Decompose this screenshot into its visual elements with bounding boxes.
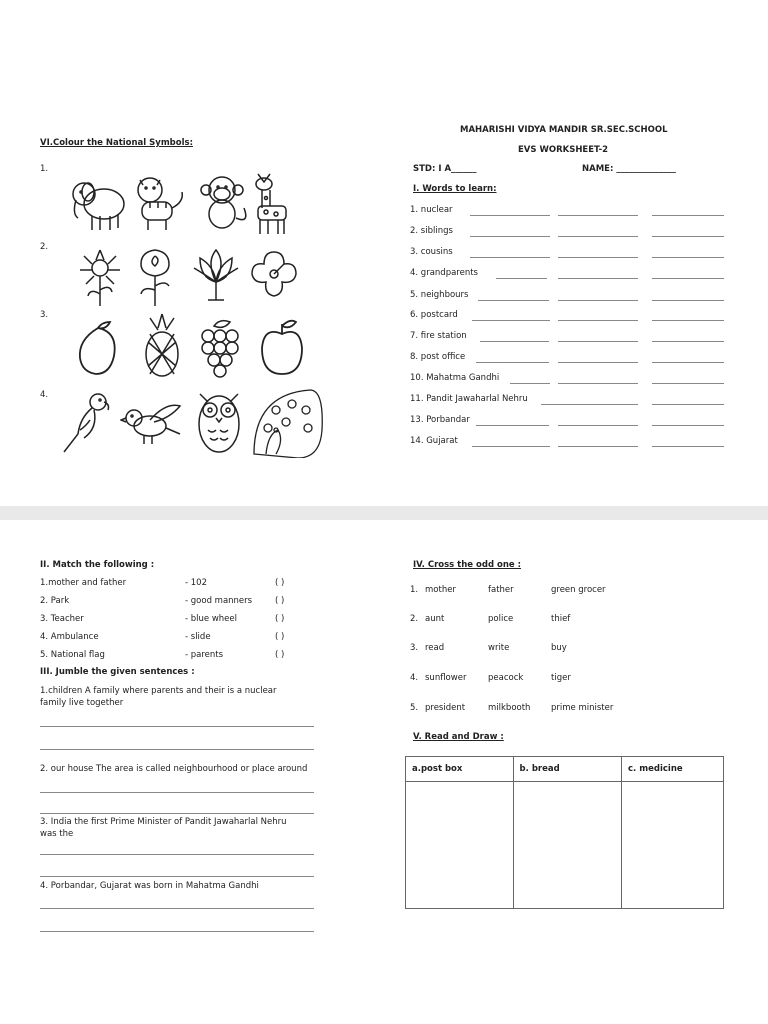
answer-line[interactable]	[40, 792, 314, 793]
jumble-item-3-line1: 3. India the first Prime Minister of Pandit Jawaharlal Nehru	[40, 817, 287, 827]
draw-box-bread[interactable]	[513, 782, 621, 909]
match-right-item: - good manners	[185, 596, 253, 606]
odd-one-option[interactable]: buy	[551, 643, 567, 653]
answer-line[interactable]	[40, 813, 314, 814]
match-left-item: 5. National flag	[40, 650, 105, 660]
odd-one-option[interactable]: president	[425, 703, 466, 713]
jumble-item-4: 4. Porbandar, Gujarat was born in Mahatma Gandhi	[40, 881, 259, 891]
tiger-icon	[128, 172, 190, 234]
answer-line[interactable]	[652, 215, 724, 216]
row-number: 3.	[40, 310, 49, 320]
draw-box-post-box[interactable]	[406, 782, 514, 909]
grapes-icon	[194, 318, 246, 378]
answer-line[interactable]	[40, 854, 314, 855]
answer-line[interactable]	[558, 320, 638, 321]
match-right-item: - slide	[185, 632, 211, 642]
answer-line[interactable]	[558, 425, 638, 426]
odd-one-option[interactable]: police	[488, 614, 514, 624]
answer-line[interactable]	[652, 341, 724, 342]
answer-line[interactable]	[652, 236, 724, 237]
odd-one-option[interactable]: write	[488, 643, 510, 653]
read-draw-table	[405, 756, 724, 909]
words-section-title: I. Words to learn:	[413, 184, 497, 194]
answer-line[interactable]	[558, 257, 638, 258]
apple-icon	[258, 318, 306, 376]
odd-one-section-title: IV. Cross the odd one :	[413, 560, 522, 570]
odd-one-option[interactable]: milkbooth	[488, 703, 531, 713]
answer-line[interactable]	[472, 446, 550, 447]
odd-one-option[interactable]: thief	[551, 614, 571, 624]
word-item: 7. fire station	[410, 331, 467, 341]
sparrow-icon	[120, 400, 182, 450]
odd-one-option[interactable]: read	[425, 643, 445, 653]
match-left-item: 2. Park	[40, 596, 70, 606]
answer-line[interactable]	[558, 236, 638, 237]
answer-line[interactable]	[558, 300, 638, 301]
answer-line[interactable]	[40, 931, 314, 932]
odd-one-number: 2.	[410, 614, 419, 624]
odd-one-option[interactable]: sunflower	[425, 673, 467, 683]
peacock-icon	[246, 384, 324, 458]
name-field: NAME: ______________	[582, 164, 676, 174]
jumble-item-3-line2: was the	[40, 829, 74, 839]
odd-one-option[interactable]: green grocer	[551, 585, 606, 595]
draw-column-header: b. bread	[513, 757, 621, 782]
word-item: 6. postcard	[410, 310, 458, 320]
answer-line[interactable]	[558, 404, 638, 405]
odd-one-option[interactable]: aunt	[425, 614, 445, 624]
answer-line[interactable]	[40, 749, 314, 750]
match-answer-bracket[interactable]: ( )	[275, 596, 285, 606]
colour-section-title: VI.Colour the National Symbols:	[40, 138, 193, 148]
read-draw-section-title: V. Read and Draw :	[413, 732, 504, 742]
answer-line[interactable]	[652, 362, 724, 363]
jumble-section-title: III. Jumble the given sentences :	[40, 667, 195, 677]
answer-line[interactable]	[652, 278, 724, 279]
odd-one-option[interactable]: mother	[425, 585, 456, 595]
draw-box-medicine[interactable]	[622, 782, 724, 909]
pineapple-icon	[140, 312, 184, 380]
answer-line[interactable]	[652, 404, 724, 405]
hibiscus-icon	[248, 246, 300, 304]
answer-line[interactable]	[558, 341, 638, 342]
word-item: 3. cousins	[410, 247, 453, 257]
word-item: 14. Gujarat	[410, 436, 458, 446]
answer-line[interactable]	[496, 278, 547, 279]
word-item: 10. Mahatma Gandhi	[410, 373, 500, 383]
page-separator	[0, 506, 768, 520]
answer-line[interactable]	[40, 876, 314, 877]
match-answer-bracket[interactable]: ( )	[275, 614, 285, 624]
answer-line[interactable]	[478, 300, 549, 301]
odd-one-option[interactable]: peacock	[488, 673, 524, 683]
answer-line[interactable]	[652, 300, 724, 301]
answer-line[interactable]	[476, 425, 549, 426]
match-left-item: 4. Ambulance	[40, 632, 99, 642]
word-item: 13. Porbandar	[410, 415, 470, 425]
answer-line[interactable]	[558, 362, 638, 363]
jumble-item-1-line2: family live together	[40, 698, 124, 708]
answer-line[interactable]	[470, 215, 550, 216]
answer-line[interactable]	[652, 320, 724, 321]
word-item: 5. neighbours	[410, 290, 469, 300]
word-item: 8. post office	[410, 352, 466, 362]
worksheet-title: EVS WORKSHEET-2	[518, 145, 609, 155]
word-item: 4. grandparents	[410, 268, 478, 278]
sunflower-icon	[74, 246, 126, 308]
word-item: 1. nuclear	[410, 205, 453, 215]
odd-one-number: 1.	[410, 585, 419, 595]
match-answer-bracket[interactable]: ( )	[275, 632, 285, 642]
row-number: 4.	[40, 390, 49, 400]
answer-line[interactable]	[558, 383, 638, 384]
lotus-icon	[190, 246, 242, 304]
row-number: 1.	[40, 164, 49, 174]
row-number: 2.	[40, 242, 49, 252]
odd-one-number: 4.	[410, 673, 419, 683]
jumble-item-2: 2. our house The area is called neighbourhood or place around	[40, 764, 308, 774]
answer-line[interactable]	[652, 446, 724, 447]
answer-line[interactable]	[652, 257, 724, 258]
answer-line[interactable]	[470, 236, 550, 237]
word-item: 2. siblings	[410, 226, 453, 236]
answer-line[interactable]	[470, 257, 550, 258]
draw-column-header: a.post box	[406, 757, 514, 782]
odd-one-number: 5.	[410, 703, 419, 713]
answer-line[interactable]	[558, 278, 638, 279]
match-right-item: - 102	[185, 578, 207, 588]
elephant-icon	[68, 172, 130, 234]
match-right-item: - blue wheel	[185, 614, 238, 624]
match-answer-bracket[interactable]: ( )	[275, 578, 285, 588]
rose-icon	[134, 246, 176, 308]
school-name: MAHARISHI VIDYA MANDIR SR.SEC.SCHOOL	[460, 125, 668, 135]
mango-icon	[74, 320, 122, 376]
jumble-item-1-line1: 1.children A family where parents and their is a nuclear	[40, 686, 277, 696]
odd-one-number: 3.	[410, 643, 419, 653]
giraffe-icon	[244, 170, 296, 236]
answer-line[interactable]	[480, 341, 549, 342]
match-section-title	[40, 560, 154, 570]
match-right-item: - parents	[185, 650, 224, 660]
answer-line[interactable]	[476, 362, 549, 363]
match-left-item: 3. Teacher	[40, 614, 84, 624]
match-left-item: 1.mother and father	[40, 578, 127, 588]
match-title-text: II. Match the following :	[40, 560, 155, 570]
odd-one-option[interactable]: tiger	[551, 673, 571, 683]
answer-line[interactable]	[472, 320, 550, 321]
std-field: STD: I A______	[413, 164, 477, 174]
answer-line[interactable]	[652, 383, 724, 384]
answer-line[interactable]	[652, 425, 724, 426]
answer-line[interactable]	[40, 908, 314, 909]
word-item: 11. Pandit Jawaharlal Nehru	[410, 394, 528, 404]
answer-line[interactable]	[558, 215, 638, 216]
owl-icon	[192, 388, 246, 456]
match-answer-bracket[interactable]: ( )	[275, 650, 285, 660]
parrot-icon	[60, 390, 114, 454]
odd-one-option[interactable]: prime minister	[551, 703, 614, 713]
odd-one-option[interactable]: father	[488, 585, 514, 595]
answer-line[interactable]	[558, 446, 638, 447]
answer-line[interactable]	[510, 383, 550, 384]
draw-column-header: c. medicine	[622, 757, 724, 782]
answer-line[interactable]	[40, 726, 314, 727]
